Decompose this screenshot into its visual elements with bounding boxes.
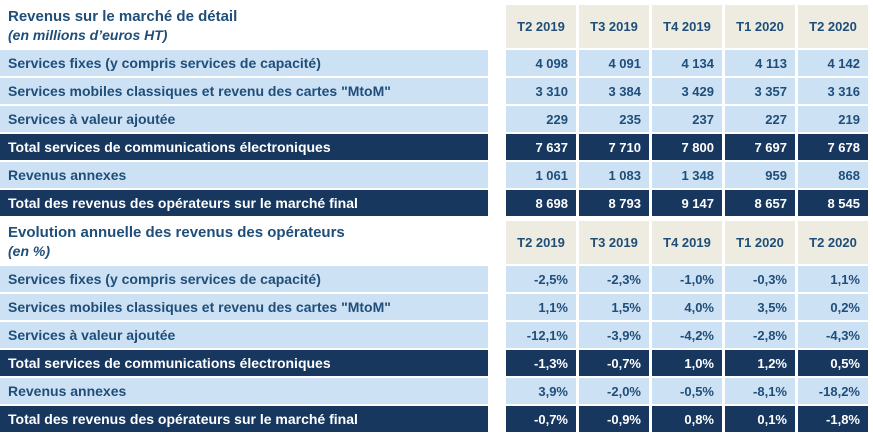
column-header-t3-2019: T3 2019 bbox=[579, 221, 649, 264]
cell-value: 3 429 bbox=[652, 78, 722, 104]
table-row-services-valeur-ajoutee bbox=[0, 106, 873, 132]
cell-value: -0,7% bbox=[579, 350, 649, 376]
cell-value: 0,5% bbox=[798, 350, 868, 376]
cell-value: 7 678 bbox=[798, 134, 868, 160]
cell-value: 0,8% bbox=[652, 406, 722, 432]
row-label: Services mobiles classiques et revenu des cartes "MtoM" bbox=[0, 294, 488, 320]
cell-value: 3 310 bbox=[506, 78, 576, 104]
cell-value: 8 698 bbox=[506, 190, 576, 216]
cell-value: -1,3% bbox=[506, 350, 576, 376]
row-label: Total des revenus des opérateurs sur le marché final bbox=[0, 406, 488, 432]
table-subtitle: (en %) bbox=[8, 243, 50, 260]
row-label: Revenus annexes bbox=[0, 378, 488, 404]
table-row-total-revenus bbox=[0, 190, 873, 216]
cell-value: -4,2% bbox=[652, 322, 722, 348]
row-label: Total services de communications électroniques bbox=[0, 134, 488, 160]
cell-value: 8 793 bbox=[579, 190, 649, 216]
cell-value: -3,9% bbox=[579, 322, 649, 348]
cell-value: 229 bbox=[506, 106, 576, 132]
cell-value: -8,1% bbox=[725, 378, 795, 404]
cell-value: 1,2% bbox=[725, 350, 795, 376]
table-row-total-revenus bbox=[0, 406, 873, 432]
row-label: Services à valeur ajoutée bbox=[0, 322, 488, 348]
cell-value: 3,9% bbox=[506, 378, 576, 404]
table-row-total-services bbox=[0, 134, 873, 160]
cell-value: 9 147 bbox=[652, 190, 722, 216]
cell-value: 1,5% bbox=[579, 294, 649, 320]
cell-value: 4 134 bbox=[652, 50, 722, 76]
cell-value: 1,1% bbox=[506, 294, 576, 320]
table-row-revenus-annexes bbox=[0, 162, 873, 188]
cell-value: 4 091 bbox=[579, 50, 649, 76]
cell-value: 4 113 bbox=[725, 50, 795, 76]
cell-value: 219 bbox=[798, 106, 868, 132]
cell-value: 8 657 bbox=[725, 190, 795, 216]
cell-value: -2,8% bbox=[725, 322, 795, 348]
table-annual-evolution bbox=[0, 221, 873, 432]
cell-value: -18,2% bbox=[798, 378, 868, 404]
table-subtitle: (en millions d’euros HT) bbox=[8, 27, 168, 44]
table-title: Evolution annuelle des revenus des opérateurs bbox=[8, 224, 345, 242]
cell-value: 7 710 bbox=[579, 134, 649, 160]
cell-value: 0,2% bbox=[798, 294, 868, 320]
column-header-t3-2019: T3 2019 bbox=[579, 5, 649, 48]
cell-value: 1,1% bbox=[798, 266, 868, 292]
cell-value: -2,0% bbox=[579, 378, 649, 404]
cell-value: 1,0% bbox=[652, 350, 722, 376]
cell-value: 4 142 bbox=[798, 50, 868, 76]
column-header-t2-2019: T2 2019 bbox=[506, 5, 576, 48]
column-header-t4-2019: T4 2019 bbox=[652, 5, 722, 48]
cell-value: -0,7% bbox=[506, 406, 576, 432]
column-header-t4-2019: T4 2019 bbox=[652, 221, 722, 264]
table-row-total-services bbox=[0, 350, 873, 376]
cell-value: 1 348 bbox=[652, 162, 722, 188]
row-label: Services mobiles classiques et revenu des cartes "MtoM" bbox=[0, 78, 488, 104]
column-header-t2-2019: T2 2019 bbox=[506, 221, 576, 264]
cell-value: 227 bbox=[725, 106, 795, 132]
cell-value: -1,8% bbox=[798, 406, 868, 432]
row-label: Total services de communications électroniques bbox=[0, 350, 488, 376]
column-header-t1-2020: T1 2020 bbox=[725, 5, 795, 48]
cell-value: 3 357 bbox=[725, 78, 795, 104]
table-title-cell bbox=[0, 221, 488, 264]
row-label: Services fixes (y compris services de capacité) bbox=[0, 266, 488, 292]
cell-value: -0,5% bbox=[652, 378, 722, 404]
table-row-services-valeur-ajoutee bbox=[0, 322, 873, 348]
cell-value: 4 098 bbox=[506, 50, 576, 76]
table-row-services-fixes bbox=[0, 266, 873, 292]
cell-value: 3,5% bbox=[725, 294, 795, 320]
table-row-services-mobiles bbox=[0, 294, 873, 320]
cell-value: -2,5% bbox=[506, 266, 576, 292]
table-row-revenus-annexes bbox=[0, 378, 873, 404]
column-header-t2-2020: T2 2020 bbox=[798, 5, 868, 48]
cell-value: 8 545 bbox=[798, 190, 868, 216]
column-header-t2-2020: T2 2020 bbox=[798, 221, 868, 264]
table-header-row bbox=[0, 5, 873, 48]
cell-value: 959 bbox=[725, 162, 795, 188]
cell-value: -12,1% bbox=[506, 322, 576, 348]
cell-value: -2,3% bbox=[579, 266, 649, 292]
cell-value: 7 697 bbox=[725, 134, 795, 160]
cell-value: -0,9% bbox=[579, 406, 649, 432]
table-title: Revenus sur le marché de détail bbox=[8, 8, 238, 26]
cell-value: 4,0% bbox=[652, 294, 722, 320]
row-label: Services à valeur ajoutée bbox=[0, 106, 488, 132]
cell-value: -0,3% bbox=[725, 266, 795, 292]
row-label: Revenus annexes bbox=[0, 162, 488, 188]
cell-value: 3 384 bbox=[579, 78, 649, 104]
cell-value: -1,0% bbox=[652, 266, 722, 292]
row-label: Services fixes (y compris services de capacité) bbox=[0, 50, 488, 76]
cell-value: 7 800 bbox=[652, 134, 722, 160]
cell-value: 235 bbox=[579, 106, 649, 132]
cell-value: 1 083 bbox=[579, 162, 649, 188]
cell-value: 237 bbox=[652, 106, 722, 132]
cell-value: 7 637 bbox=[506, 134, 576, 160]
table-title-cell bbox=[0, 5, 488, 48]
cell-value: 1 061 bbox=[506, 162, 576, 188]
table-row-services-fixes bbox=[0, 50, 873, 76]
column-header-t1-2020: T1 2020 bbox=[725, 221, 795, 264]
table-retail-revenues bbox=[0, 5, 873, 216]
table-header-row bbox=[0, 221, 873, 264]
cell-value: -4,3% bbox=[798, 322, 868, 348]
row-label: Total des revenus des opérateurs sur le marché final bbox=[0, 190, 488, 216]
cell-value: 3 316 bbox=[798, 78, 868, 104]
table-row-services-mobiles bbox=[0, 78, 873, 104]
cell-value: 0,1% bbox=[725, 406, 795, 432]
cell-value: 868 bbox=[798, 162, 868, 188]
